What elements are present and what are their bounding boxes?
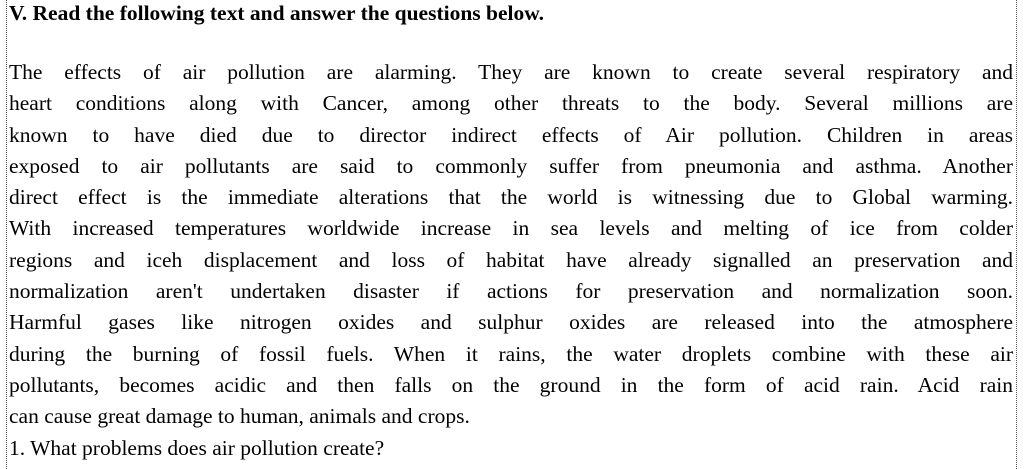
right-margin-line bbox=[1016, 0, 1017, 469]
passage-line: pollutants, becomes acidic and then falls on the ground in the form of acid rain. Acid rain bbox=[9, 372, 1013, 397]
passage-line: can cause great damage to human, animals and crops. bbox=[9, 404, 470, 429]
left-margin-line bbox=[6, 0, 7, 469]
passage-line: The effects of air pollution are alarming. They are known to create several respiratory and bbox=[9, 60, 1013, 84]
passage-line: With increased temperatures worldwide increase in sea levels and melting of ice from colder bbox=[9, 216, 1013, 241]
passage-line: known to have died due to director indirect effects of Air pollution. Children in areas bbox=[9, 122, 1013, 147]
reading-passage bbox=[9, 57, 1013, 464]
passage-line: exposed to air pollutants are said to commonly suffer from pneumonia and asthma. Another bbox=[9, 153, 1013, 178]
question-1: 1. What problems does air pollution create? bbox=[9, 435, 385, 460]
passage-line: direct effect is the immediate alterations that the world is witnessing due to Global warming. bbox=[9, 185, 1013, 210]
passage-line: heart conditions along with Cancer, among other threats to the body. Several millions are bbox=[9, 91, 1013, 116]
passage-line: during the burning of fossil fuels. When it rains, the water droplets combine with these air bbox=[9, 341, 1013, 366]
passage-line: normalization aren't undertaken disaster if actions for preservation and normalization soon. bbox=[9, 279, 1013, 304]
passage-line: regions and iceh displacement and loss of habitat have already signalled an preservation and bbox=[9, 247, 1013, 272]
section-heading: V. Read the following text and answer the questions below. bbox=[9, 1, 544, 25]
passage-line: Harmful gases like nitrogen oxides and sulphur oxides are released into the atmosphere bbox=[9, 310, 1013, 335]
